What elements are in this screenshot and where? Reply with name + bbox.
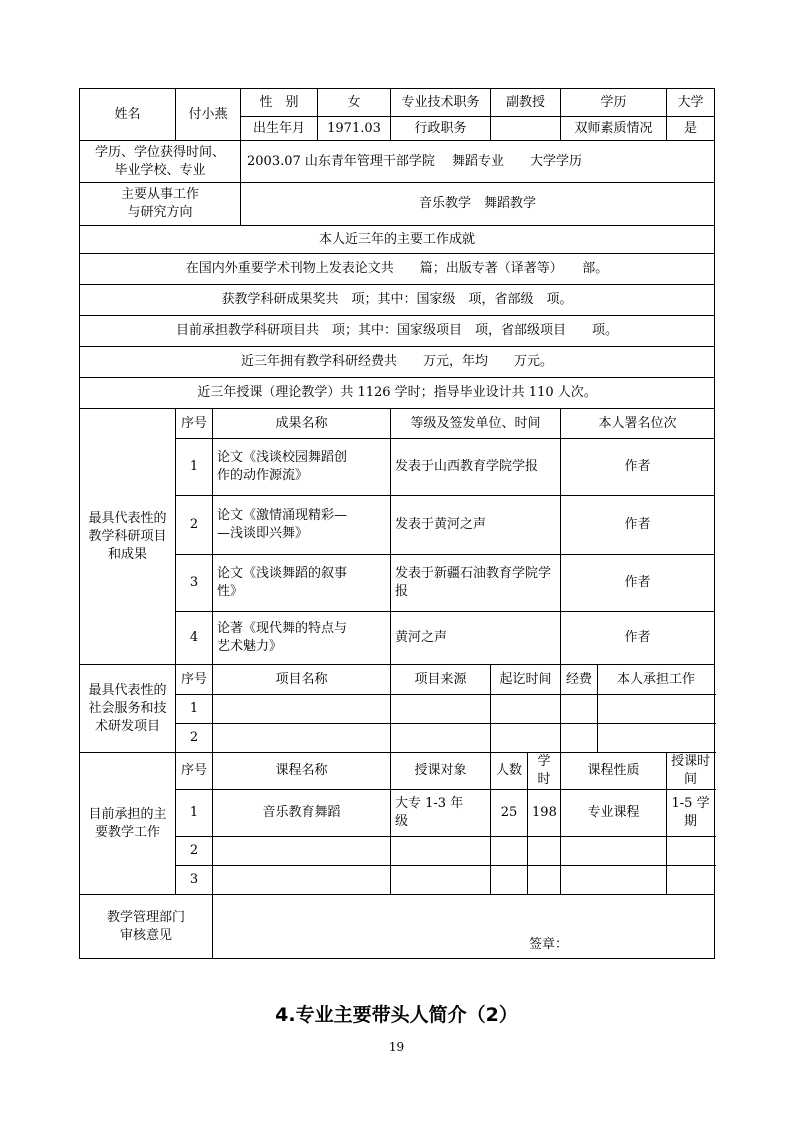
achievement-line: 近三年拥有教学科研经费共 万元，年均 万元。 [80,347,715,378]
dual-value: 是 [667,117,715,141]
degree-value: 2003.07 山东青年管理干部学院 舞蹈专业 大学学历 [241,141,715,183]
empty-cell [391,866,491,895]
course-count: 25 [491,790,528,837]
table-row [80,695,715,724]
column-header: 本人署名位次 [561,409,715,439]
profile-table [79,88,715,959]
column-header: 学时 [528,753,561,790]
row-number: 1 [176,695,213,724]
column-header: 授课对象 [391,753,491,790]
research-results-label-line: 和成果 [107,546,147,562]
result-name-line: 作的动作源流》 [217,468,309,483]
gender-value: 女 [318,89,391,117]
column-header: 序号 [176,409,213,439]
empty-cell [391,724,491,753]
table-row [80,612,715,665]
result-unit: 发表于山西教育学院学报 [391,439,561,496]
table-row [80,724,715,753]
research-results-label [80,409,176,665]
course-target-line: 大专 1-3 年 [395,796,464,811]
table-row [80,790,715,837]
course-target-line: 级 [395,814,409,829]
table-row [80,866,715,895]
empty-cell [213,837,391,866]
empty-cell [391,837,491,866]
achievements-heading: 本人近三年的主要工作成就 [80,226,715,254]
course-nature: 专业课程 [561,790,667,837]
result-rank: 作者 [561,612,715,665]
column-header: 人数 [491,753,528,790]
review-label [80,895,213,959]
empty-cell [491,837,528,866]
column-header: 序号 [176,753,213,790]
research-results-label-line: 教学科研项目 [88,528,167,544]
empty-cell [667,837,715,866]
name-label: 姓名 [80,89,176,141]
edu-label: 学历 [561,89,667,117]
column-header: 项目名称 [213,665,391,695]
result-name [213,555,391,612]
achievement-line: 近三年授课（理论教学）共 1126 学时；指导毕业设计共 110 人次。 [80,378,715,409]
gender-label: 性 别 [241,89,318,117]
teaching-label [80,753,176,895]
research-label [80,183,241,226]
empty-cell [391,695,491,724]
course-hours: 198 [528,790,561,837]
degree-label-line: 学历、学位获得时间、 [95,144,226,160]
empty-cell [213,695,391,724]
tech-title-label: 专业技术职务 [391,89,491,117]
achievement-line: 在国内外重要学术刊物上发表论文共 篇；出版专著（译著等） 部。 [80,254,715,285]
table-row [80,555,715,612]
result-name-line: —浅谈即兴舞》 [217,526,309,541]
empty-cell [491,724,561,753]
table-row [80,496,715,555]
empty-cell [561,724,598,753]
result-name [213,439,391,496]
result-rank: 作者 [561,496,715,555]
result-name [213,612,391,665]
degree-label [80,141,241,183]
empty-cell [598,724,715,753]
review-opinion [213,895,715,959]
achievement-line: 目前承担教学科研项目共 项；其中：国家级项目 项，省部级项目 项。 [80,316,715,347]
row-number: 2 [176,496,213,555]
result-unit: 发表于新疆石油教育学院学报 [391,555,561,612]
degree-label-line: 毕业学校、专业 [114,162,206,178]
page-number: 19 [388,1040,405,1054]
result-name-line: 论文《浅谈校园舞蹈创 [217,450,348,465]
empty-cell [213,866,391,895]
empty-cell [491,866,528,895]
row-number: 1 [176,439,213,496]
row-number: 3 [176,866,213,895]
column-header: 经费 [561,665,598,695]
empty-cell [561,695,598,724]
admin-label: 行政职务 [391,117,491,141]
row-number: 1 [176,790,213,837]
result-name [213,496,391,555]
result-rank: 作者 [561,439,715,496]
achievement-line: 获教学科研成果奖共 项；其中：国家级 项，省部级 项。 [80,285,715,316]
row-number: 2 [176,837,213,866]
name-value: 付小燕 [176,89,241,141]
service-projects-label [80,665,176,753]
table-row [80,837,715,866]
column-header: 序号 [176,665,213,695]
review-label-line: 审核意见 [119,927,172,943]
result-name-line: 论著《现代舞的特点与 [217,621,348,636]
research-value: 音乐教学 舞蹈教学 [241,183,715,226]
result-name-line: 论文《浅谈舞蹈的叙事 [217,566,348,581]
birth-label: 出生年月 [241,117,318,141]
teaching-label-line: 要教学工作 [94,824,160,840]
tech-title-value: 副教授 [491,89,561,117]
column-header: 等级及签发单位、时间 [391,409,561,439]
column-header: 课程名称 [213,753,391,790]
birth-value: 1971.03 [318,117,391,141]
column-header: 成果名称 [213,409,391,439]
empty-cell [598,695,715,724]
course-time: 1-5 学期 [667,790,715,837]
course-target [391,790,491,837]
service-projects-label-line: 术研发项目 [94,718,160,734]
row-number: 3 [176,555,213,612]
research-label-line: 与研究方向 [127,205,193,220]
result-unit: 发表于黄河之声 [391,496,561,555]
table-row [80,439,715,496]
result-name-line: 性》 [217,584,244,599]
row-number: 2 [176,724,213,753]
service-projects-label-line: 社会服务和技 [88,700,167,716]
empty-cell [528,837,561,866]
section-title: 4.专业主要带头人简介（2） [275,1004,518,1026]
result-name-line: 论文《激情涌现精彩— [217,508,348,523]
review-label-line: 教学管理部门 [106,909,185,925]
column-header: 本人承担工作 [598,665,715,695]
empty-cell [561,866,667,895]
admin-value [491,117,561,141]
course-name: 音乐教育舞蹈 [213,790,391,837]
service-projects-label-line: 最具代表性的 [88,682,167,698]
result-unit: 黄河之声 [391,612,561,665]
row-number: 4 [176,612,213,665]
column-header: 课程性质 [561,753,667,790]
teaching-label-line: 目前承担的主 [88,806,167,822]
empty-cell [667,866,715,895]
edu-value: 大学 [667,89,715,117]
result-name-line: 艺术魅力》 [217,639,283,654]
column-header: 项目来源 [391,665,491,695]
column-header: 起讫时间 [491,665,561,695]
empty-cell [528,866,561,895]
dual-label: 双师素质情况 [561,117,667,141]
research-results-label-line: 最具代表性的 [88,510,167,526]
column-header: 授课时间 [667,753,715,790]
signature-label: 签章： [529,937,569,952]
result-rank: 作者 [561,555,715,612]
empty-cell [213,724,391,753]
research-label-line: 主要从事工作 [121,187,200,202]
empty-cell [491,695,561,724]
empty-cell [561,837,667,866]
